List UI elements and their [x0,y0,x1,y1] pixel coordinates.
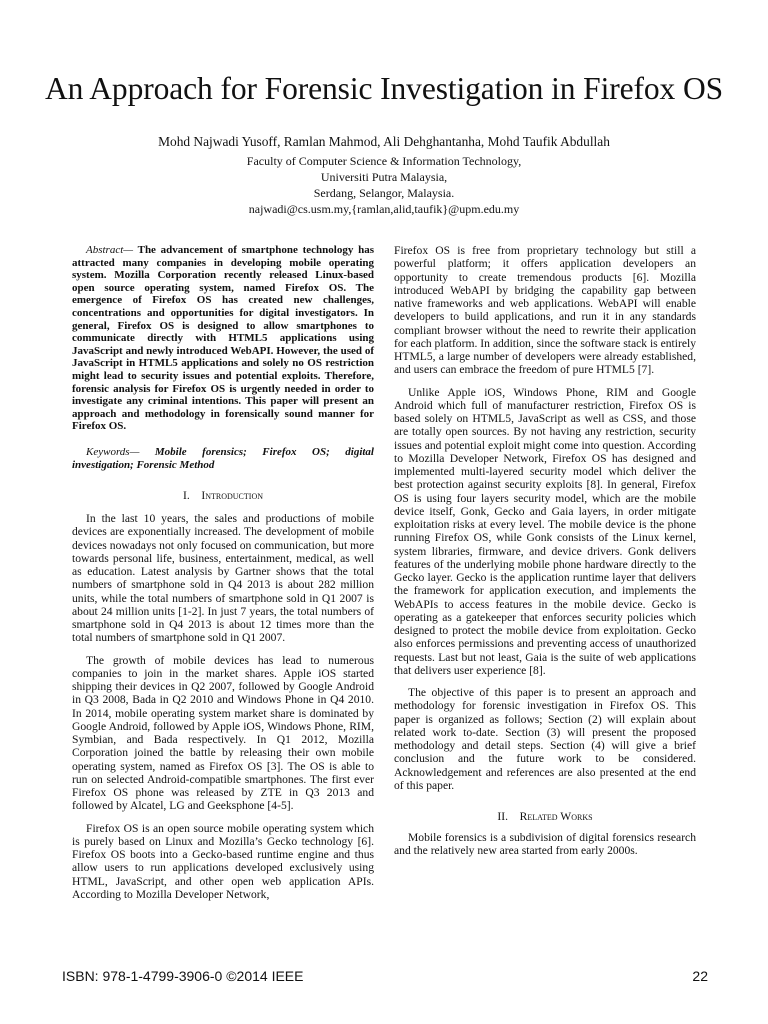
keywords-label: Keywords— [86,445,140,458]
page-number: 22 [692,968,708,984]
keywords [72,446,374,471]
abstract-text: The advancement of smartphone technology has attracted many companies in developing mobile operating system. Mozilla Corporation recently released Linux-based open source operating system, named Firefox OS. The emergence of Firefox OS has created new challenges, concentrations and opportunities for digital investigators. In general, Firefox OS is designed to allow smartphones to communicate directly with HTML5 applications using JavaScript and newly introduced WebAPI. However, the used of JavaScript in HTML5 applications and solely no OS restriction might lead to security issues and potential exploits. Therefore, forensic analysis for Firefox OS is urgently needed in order to investigate any criminal intentions. This paper will present an approach and methodology in forensically sound manner for Firefox OS. [72,244,374,433]
section-title: Introduction [201,489,263,503]
paragraph: Unlike Apple iOS, Windows Phone, RIM and Google Android which full of manufacturer restriction, Firefox OS is based solely on HTML5, JavaScript as well as CSS, and those are totally open sources. By not having any restriction, security issues and potential exploit might come into question. According to Mozilla Developer Network, Firefox OS has designed and implemented multi-layered security model which deliver the best protection against security exploits [8]. In general, Firefox OS is using four layers security model, which are the mobile device itself, Gonk, Gecko and Gaia layers, in order mitigate exploitation risks at every level. The mobile device is the phone running Firefox OS, while Gonk consists of the Linux kernel, system libraries, firmware, and device drivers. Gonk delivers features of the underlying mobile phone hardware directly to the Gecko layer. Gecko is the application runtime layer that delivers the framework for application execution, and implements the WebAPIs to access features in the mobile device. Gecko is operating as a gatekeeper that enforces security policies which designed to protect the mobile device from exploitation. Gecko also enforces permissions and preventing access of unauthorized requests. Last but not least, Gaia is the suite of web applications that delivers user experience [8]. [394,385,696,677]
affiliation-faculty: Faculty of Computer Science & Information Technology, [246,154,522,168]
affiliation-university: Universiti Putra Malaysia, [320,170,448,184]
section-heading-related-works [394,810,696,823]
paragraph: Mobile forensics is a subdivision of digital forensics research and the relatively new area started from early 2000s. [394,831,696,858]
paragraph: In the last 10 years, the sales and productions of mobile devices are exponentially increased. The development of mobile devices nowadays not only focused on communication, but more towards personal life, business, entertainment, medical, as well as education. Latest analysis by Gartner shows that the total numbers of smartphone sold in Q4 2013 is about 282 million units, while the total numbers of smartphone sold in Q1 2007 is about 24 million units [1-2]. In just 7 years, the total numbers of smartphone sold in Q4 2013 is about 12 times more than the total numbers of smartphone sold in Q1 2007. [72,512,374,645]
section-number: I. [183,489,190,503]
section-number: II. [497,810,509,823]
paper-title: An Approach for Forensic Investigation in Firefox OS [44,71,724,106]
author-emails: najwadi@cs.usm.my,{ramlan,alid,taufik}@upm.edu.my [248,202,520,216]
paragraph: Firefox OS is an open source mobile operating system which is purely based on Linux and Mozilla’s Gecko technology [6]. Firefox OS boots into a Gecko-based runtime engine and thus allow users to run applications developed exclusively using HTML, JavaScript, and other open web application APIs. According to Mozilla Developer Network, [72,821,374,901]
section-title: Related Works [519,810,593,823]
left-column [72,244,374,901]
right-column [394,244,696,858]
affiliation-location: Serdang, Selangor, Malaysia. [313,186,455,200]
paragraph: The objective of this paper is to present an approach and methodology for forensic investigation in Firefox OS. This paper is organized as follows; Section (2) will explain about related work to-date. Section (3) will present the proposed methodology and detail steps. Section (4) will give a brief conclusion and the future work to be considered. Acknowledgement and references are also presented at the end of this paper. [394,686,696,792]
affiliation-block [0,153,768,217]
author-list: Mohd Najwadi Yusoff, Ramlan Mahmod, Ali Dehghantanha, Mohd Taufik Abdullah [158,134,610,149]
keywords-text: Mobile forensics; Firefox OS; digital investigation; Forensic Method [72,445,374,471]
paragraph: Firefox OS is free from proprietary technology but still a powerful platform; it offers application developers an opportunity to create tremendous products [6]. Mozilla introduced WebAPI by bridging the capability gap between native frameworks and web applications. WebAPI will enable developers to build applications, and run it in any standards compliant browser without the need to rewrite their application for each platform. In addition, since the software stack is entirely HTML5, a large number of developers were already established, and users can embrace the freedom of pure HTML5 [7]. [394,244,696,377]
section-heading-introduction [72,489,374,502]
abstract-label: Abstract— [86,244,134,256]
paragraph: The growth of mobile devices has lead to numerous companies to join in the market shares. Apple iOS started shipping their devices in Q2 2007, followed by Google Android in Q3 2008, Bada in Q2 2010 and Windows Phone in Q4 2010. In 2014, mobile operating system market share is dominated by Google Android, followed by Apple iOS, Windows Phone, RIM, Symbian, and Bada respectively. In Q1 2012, Mozilla Corporation joined the battle by releasing their own mobile operating system, named as Firefox OS [3]. The OS is able to run on selected Android-compatible smartphones. The first ever Firefox OS phone was released by ZTE in Q3 2013 and followed by Alcatel, LG and Geeksphone [4-5]. [72,653,374,813]
abstract [72,244,374,433]
footer-isbn: ISBN: 978-1-4799-3906-0 ©2014 IEEE [62,968,304,984]
